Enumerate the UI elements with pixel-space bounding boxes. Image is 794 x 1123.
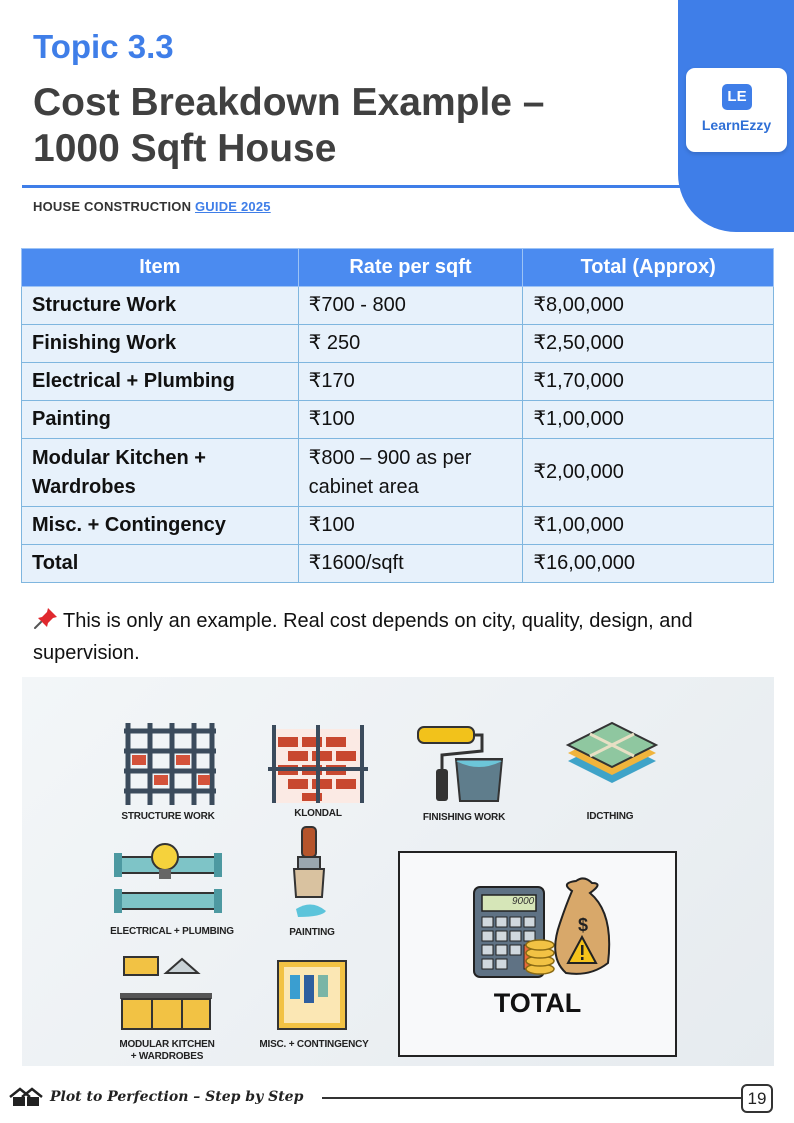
footer-tagline: Plot to Perfection – Step by Step [50,1089,304,1105]
brand-logo [686,68,787,152]
column-header-rate: Rate per sqft [298,249,523,287]
cost-illustration [22,677,774,1066]
cell-rate: ₹1600/sqft [298,545,523,583]
title-line-2: 1000 Sqft House [33,127,337,170]
kitchen-cabinet-icon [120,957,212,1029]
cell-rate: ₹ 250 [298,325,523,363]
cell-total: ₹1,00,000 [523,401,774,439]
cell-item: Total [22,545,299,583]
logo-badge: LE [722,84,752,110]
page-title [33,80,653,172]
total-panel [398,851,677,1057]
cell-total: ₹16,00,000 [523,545,774,583]
cell-item: Finishing Work [22,325,299,363]
cell-rate: ₹700 - 800 [298,287,523,325]
floor-tiles-icon [568,723,656,783]
caption-modular-kitchen [102,1039,232,1063]
cell-total: ₹1,00,000 [523,507,774,545]
subhead-link[interactable]: GUIDE 2025 [194,199,271,214]
pushpin-icon [33,606,59,639]
cell-item: Painting [22,401,299,439]
cell-total: ₹8,00,000 [523,287,774,325]
cell-rate: ₹800 – 900 as per cabinet area [298,439,523,507]
cell-item: Structure Work [22,287,299,325]
wardrobe-icon [278,961,346,1029]
cell-total: ₹2,50,000 [523,325,774,363]
logo-name: LearnEzzy [701,117,772,133]
svg-text:$: $ [578,915,589,935]
caption-electrical-plumbing: ELECTRICAL + PLUMBING [110,926,234,937]
house-icon [8,1086,44,1113]
brick-wall-icon [268,725,368,803]
paint-brush-icon [294,827,326,917]
caption-finishing-work: FINISHING WORK [422,812,506,823]
cell-item: Electrical + Plumbing [22,363,299,401]
caption-kitchen-line-2: + WARDROBES [130,1051,204,1062]
cell-rate: ₹170 [298,363,523,401]
table-row [22,507,774,545]
table-total-row [22,545,774,583]
table-row [22,439,774,507]
caption-idcthing: IDCTHING [586,811,634,822]
title-line-1: Cost Breakdown Example – [33,81,545,124]
calculator-display: 9000 [512,896,535,907]
title-divider [22,185,682,188]
cost-table [21,248,774,583]
calculator-moneybag-icon [400,853,679,983]
caption-kitchen-line-1: MODULAR KITCHEN [119,1039,215,1050]
subhead-plain: HOUSE CONSTRUCTION [33,199,195,214]
caption-painting: PAINTING [289,927,335,938]
example-note [33,606,763,668]
table-row [22,325,774,363]
pipe-bulb-icon [114,844,222,913]
cell-total: ₹1,70,000 [523,363,774,401]
footer-divider [322,1097,742,1099]
caption-structure-work: STRUCTURE WORK [121,811,215,822]
note-text: This is only an example. Real cost depends on city, quality, design, and supervision. [33,610,693,664]
caption-misc-contingency: MISC. + CONTINGENCY [259,1039,369,1050]
cell-rate: ₹100 [298,507,523,545]
table-header-row [22,249,774,287]
table-row [22,287,774,325]
cell-item: Modular Kitchen + Wardrobes [22,439,299,507]
topic-number: Topic 3.3 [33,28,174,65]
cell-total: ₹2,00,000 [523,439,774,507]
caption-klondal: KLONDAL [294,808,342,819]
total-label: TOTAL [493,988,582,1018]
table-row [22,401,774,439]
guide-subheading [33,199,271,214]
column-header-item: Item [22,249,299,287]
paint-roller-icon [418,727,502,801]
page-number: 19 [741,1084,773,1113]
cell-rate: ₹100 [298,401,523,439]
column-header-total: Total (Approx) [523,249,774,287]
table-row [22,363,774,401]
cell-item: Misc. + Contingency [22,507,299,545]
